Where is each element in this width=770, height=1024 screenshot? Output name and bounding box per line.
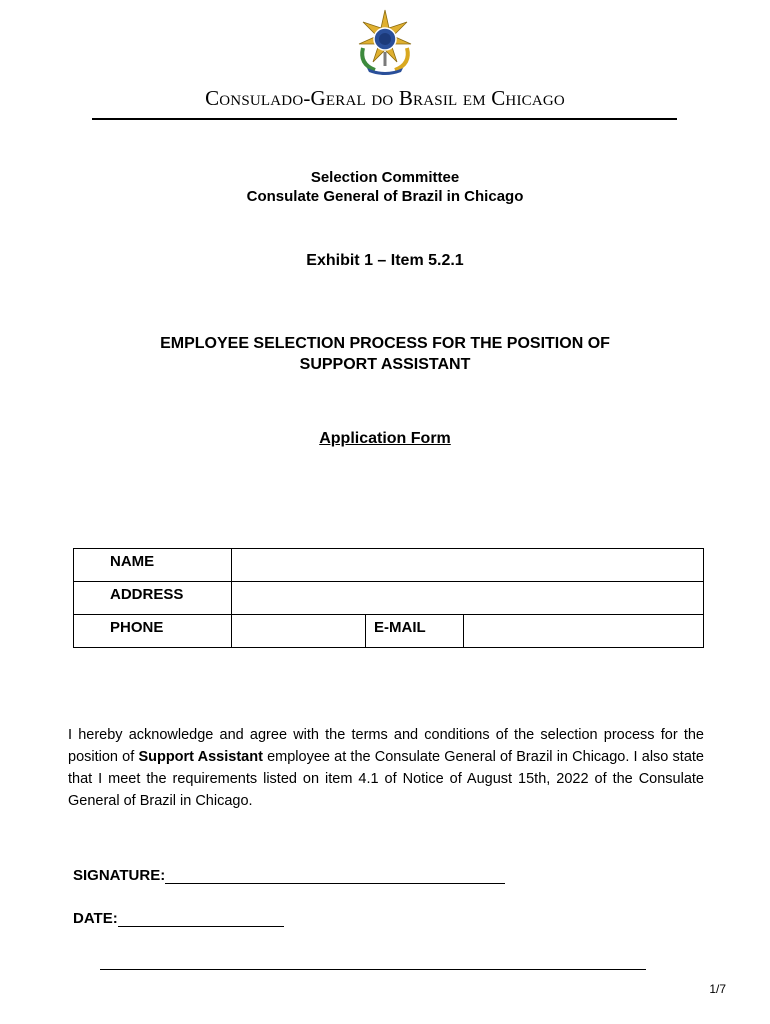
acknowledgement-text-1: I hereby acknowledge and agree with the terms and conditions of the selection process for the position of [68, 727, 704, 765]
signature-label: SIGNATURE: [73, 867, 166, 884]
signature-field[interactable] [165, 867, 505, 884]
committee-line-1: Selection Committee [310, 169, 460, 186]
table-row [74, 615, 704, 648]
phone-label: PHONE [74, 615, 232, 648]
name-label: NAME [74, 549, 232, 582]
exhibit-heading: Exhibit 1 – Item 5.2.1 [306, 252, 464, 269]
committee-line-2: Consulate General of Brazil in Chicago [246, 188, 524, 205]
table-row [74, 582, 704, 615]
email-field[interactable] [464, 615, 704, 648]
header-divider [92, 118, 677, 120]
date-label: DATE: [73, 910, 118, 927]
date-field[interactable] [118, 910, 284, 927]
position-name: Support Assistant [138, 749, 263, 765]
consulate-header: Consulado-Geral do Brasil em Chicago [205, 86, 565, 110]
brazil-coat-of-arms-icon [353, 8, 417, 76]
address-label: ADDRESS [74, 582, 232, 615]
form-title: Application Form [319, 430, 451, 447]
document-title-line-2: SUPPORT ASSISTANT [299, 356, 471, 373]
phone-field[interactable] [232, 615, 366, 648]
email-label: E-MAIL [366, 615, 464, 648]
name-field[interactable] [232, 549, 704, 582]
page-number: 1/7 [709, 982, 726, 996]
date-row [73, 910, 284, 927]
footer-divider [100, 969, 646, 970]
acknowledgement-text-2: employee at the Consulate General of Brazil in Chicago. I also state that I meet the requirements listed on item 4.1 of Notice of August 15th, 2022 of the Consulate General of Brazil in Chicago. [68, 749, 704, 809]
applicant-info-table [73, 548, 704, 648]
acknowledgement-paragraph [68, 724, 704, 812]
address-field[interactable] [232, 582, 704, 615]
document-title-line-1: EMPLOYEE SELECTION PROCESS FOR THE POSITION OF [160, 335, 610, 352]
signature-row [73, 867, 505, 884]
table-row [74, 549, 704, 582]
